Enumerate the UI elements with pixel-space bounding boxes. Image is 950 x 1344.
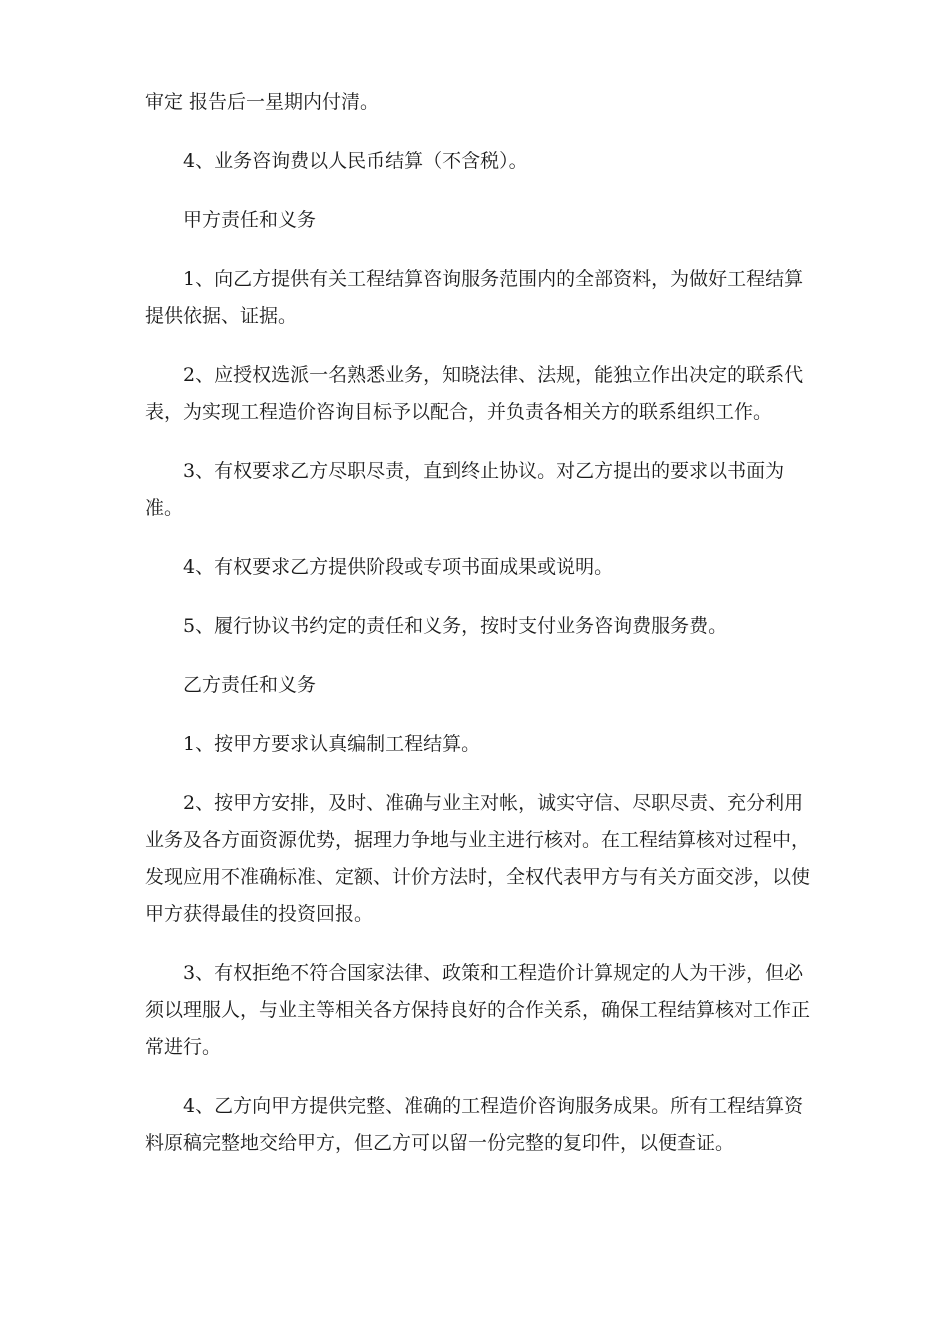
party-a-duty-1: 1、向乙方提供有关工程结算咨询服务范围内的全部资料，为做好工程结算提供依据、证据。 (145, 268, 804, 327)
document-body (145, 84, 810, 1162)
party-a-duty-3: 3、有权要求乙方尽职尽责，直到终止协议。对乙方提出的要求以书面为准。 (145, 460, 785, 519)
party-b-duty-2: 2、按甲方安排，及时、准确与业主对帐，诚实守信、尽职尽责、充分利用业务及各方面资源优势，据理力争地与业主进行核对。在工程结算核对过程中，发现应用不准确标准、定额、计价方法时，全权代表甲方与有关方面交涉，以使甲方获得最佳的投资回报。 (145, 792, 811, 925)
party-b-duty-1: 1、按甲方要求认真编制工程结算。 (183, 733, 481, 755)
payment-clause-continuation: 审定 报告后一星期内付清。 (145, 91, 380, 113)
party-a-duty-4: 4、有权要求乙方提供阶段或专项书面成果或说明。 (183, 556, 614, 578)
payment-currency-clause: 4、业务咨询费以人民币结算（不含税）。 (183, 150, 528, 172)
party-b-duty-4: 4、乙方向甲方提供完整、准确的工程造价咨询服务成果。所有工程结算资料原稿完整地交给甲方，但乙方可以留一份完整的复印件，以便查证。 (145, 1095, 804, 1154)
party-a-duty-2: 2、应授权选派一名熟悉业务，知晓法律、法规，能独立作出决定的联系代表，为实现工程造价咨询目标予以配合，并负责各相关方的联系组织工作。 (145, 364, 804, 423)
party-b-duties-heading: 乙方责任和义务 (183, 674, 317, 696)
party-a-duties-heading: 甲方责任和义务 (183, 209, 317, 231)
party-a-duty-5: 5、履行协议书约定的责任和义务，按时支付业务咨询费服务费。 (183, 615, 728, 637)
party-b-duty-3: 3、有权拒绝不符合国家法律、政策和工程造价计算规定的人为干涉，但必须以理服人，与业主等相关各方保持良好的合作关系，确保工程结算核对工作正常进行。 (145, 962, 811, 1058)
